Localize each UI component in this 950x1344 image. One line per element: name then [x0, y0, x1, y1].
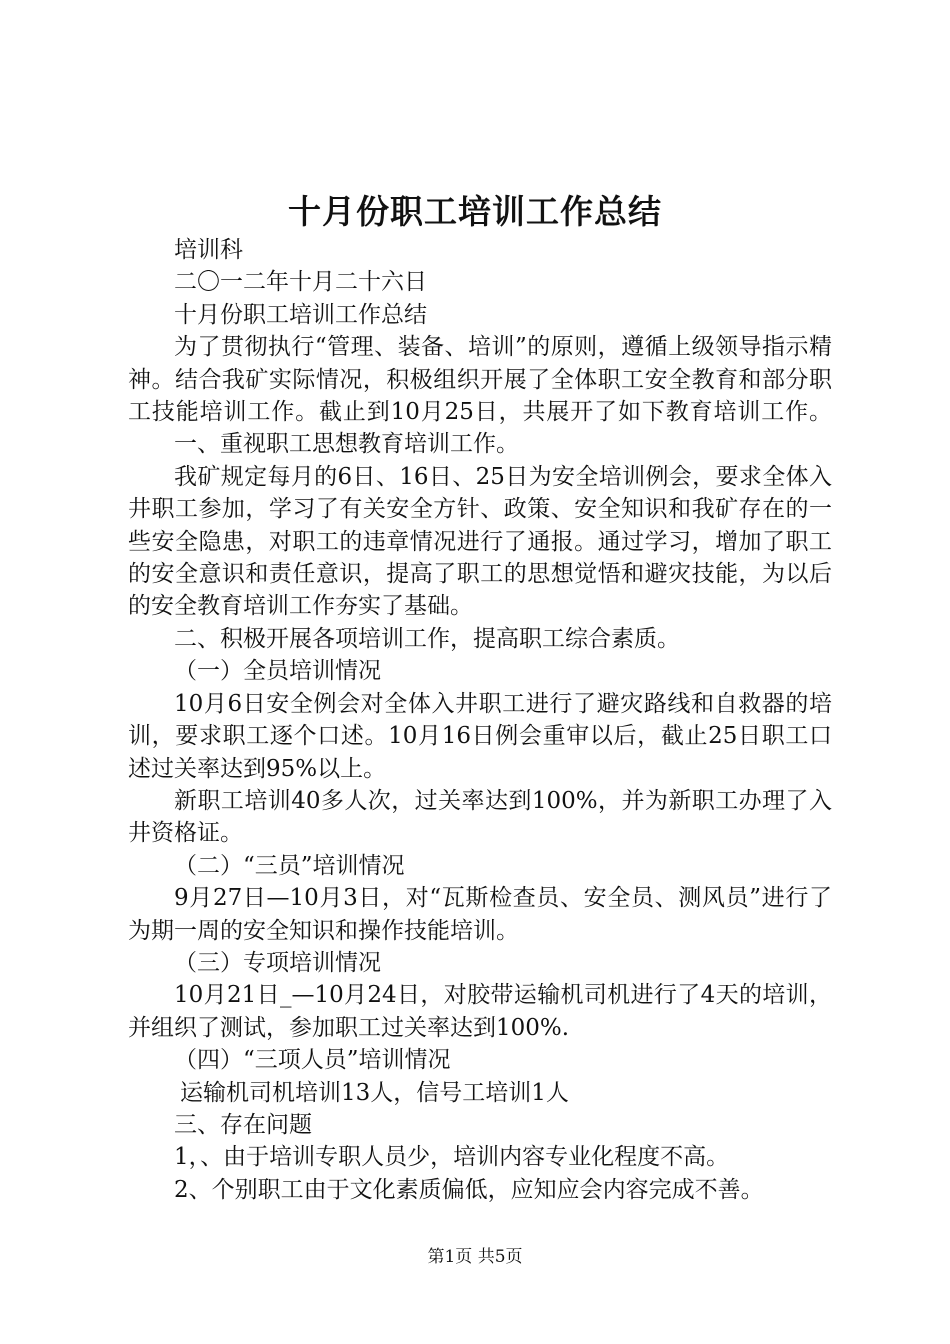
date-line: 二〇一二年十月二十六日	[174, 269, 427, 296]
sub4-paragraph: 运输机司机培训13人，信号工培训1人	[180, 1079, 569, 1106]
page-footer: 第1页 共5页	[427, 1247, 523, 1267]
sub3-paragraph: 10月21日_—10月24日，对胶带运输机司机进行了4天的培训，并组织了测试，参加职工过关率达到100%.	[128, 982, 832, 1041]
sub1-heading: （一）全员培训情况	[174, 658, 381, 685]
department-line: 培训科	[174, 237, 243, 263]
section2-heading: 二、积极开展各项培训工作，提高职工综合素质。	[174, 625, 680, 652]
issue-item-2: 2、个别职工由于文化素质偏低，应知应会内容完成不善。	[174, 1176, 764, 1203]
section3-heading: 三、存在问题	[174, 1111, 312, 1138]
sub2-paragraph: 9月27日—10月3日，对“瓦斯检查员、安全员、测风员”进行了为期一周的安全知识和操作技能培训。	[128, 885, 832, 944]
sub4-heading: （四）“三项人员”培训情况	[174, 1047, 451, 1074]
section1-heading: 一、重视职工思想教育培训工作。	[174, 431, 519, 458]
sub3-heading: （三）专项培训情况	[174, 949, 381, 976]
issue-item-1: 1，、由于培训专职人员少，培训内容专业化程度不高。	[174, 1144, 730, 1171]
document-body	[128, 234, 832, 1206]
sub1-paragraph-a: 10月6日安全例会对全体入井职工进行了避灾路线和自救器的培训，要求职工逐个口述。10月16日例会重审以后，截止25日职工口述过关率达到95%以上。	[128, 690, 832, 782]
sub2-heading: （二）“三员”培训情况	[174, 852, 405, 879]
subtitle-line: 十月份职工培训工作总结	[174, 301, 427, 328]
section1-paragraph: 我矿规定每月的6日、16日、25日为安全培训例会，要求全体入井职工参加，学习了有关安全方针、政策、安全知识和我矿存在的一些安全隐患，对职工的违章情况进行了通报。通过学习，增加了职工的安全意识和责任意识，提高了职工的思想觉悟和避灾技能，为以后的安全教育培训工作夯实了基础。	[128, 463, 832, 620]
document-title: 十月份职工培训工作总结	[288, 192, 662, 231]
sub1-paragraph-b: 新职工培训40多人次，过关率达到100%，并为新职工办理了入井资格证。	[128, 787, 832, 847]
intro-paragraph: 为了贯彻执行“管理、装备、培训”的原则，遵循上级领导指示精神。结合我矿实际情况，积极组织开展了全体职工安全教育和部分职工技能培训工作。截止到10月25日，共展开了如下教育培训工作。	[128, 334, 832, 426]
